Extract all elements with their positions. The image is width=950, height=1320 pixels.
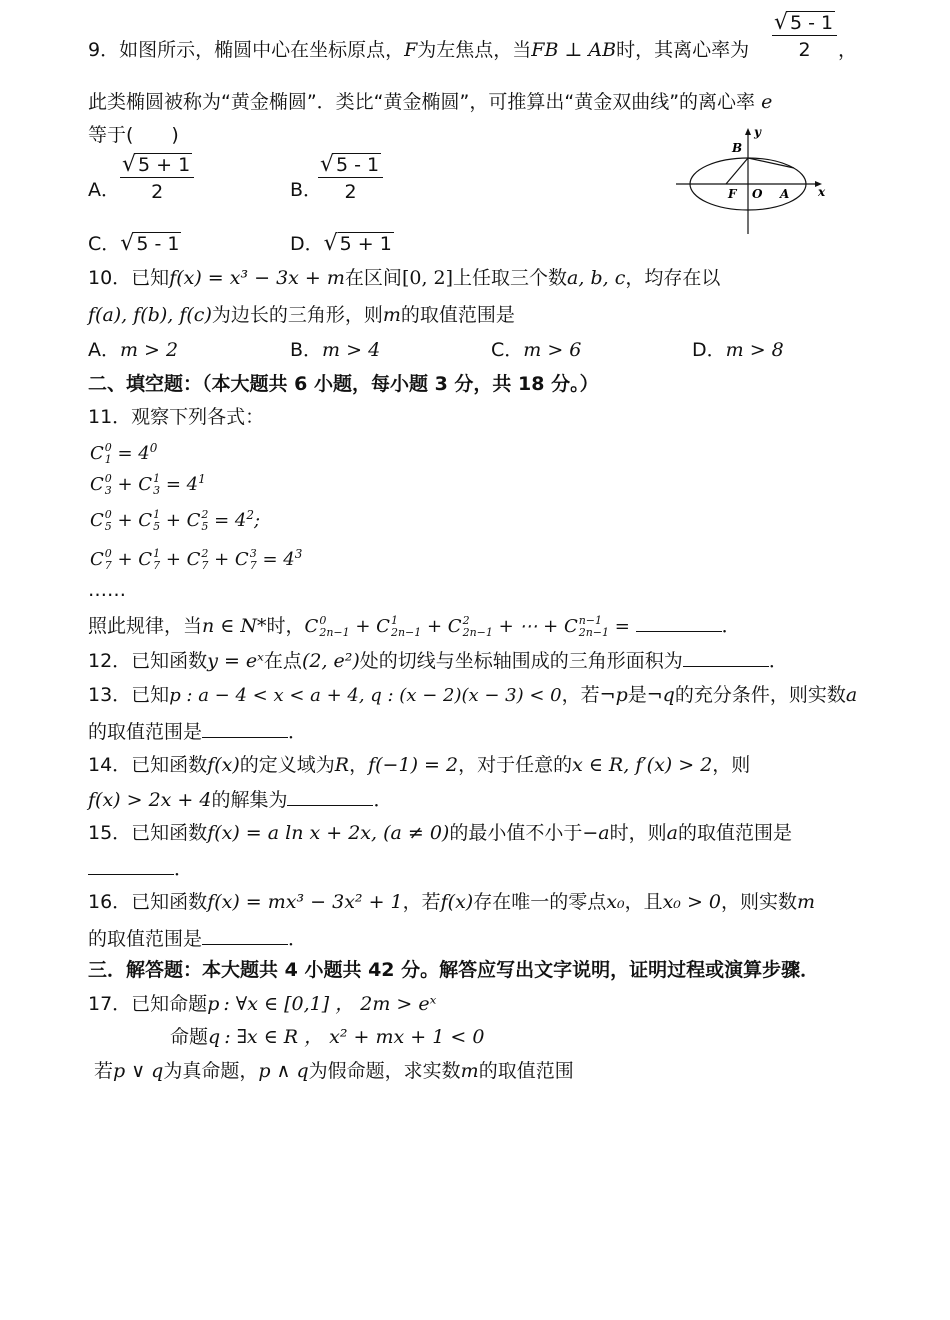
q13-line2 [88,719,307,744]
q15-text: ． [174,858,194,880]
option-label: A． [88,339,120,361]
q17-text: 17．已知命题 [88,993,208,1015]
q16-text: ，且 [624,891,663,913]
q11-intro: 11．观察下列各式： [88,406,265,428]
q9-eccentricity-fraction: $\frac{√ 5 - 1}{2}$ [772,10,837,61]
q17-text: 的取值范围 [478,1060,574,1082]
q13-text: ． [288,721,308,743]
q16-text: ，若 [402,891,441,913]
q14-text: ，对于任意的 [458,754,573,776]
q11-rule [88,613,741,639]
q15-text: 的取值范围是 [677,822,792,844]
q17-m: m [460,1060,479,1082]
q13-text: ，若 [561,684,600,706]
q12-answer-blank[interactable] [683,648,769,667]
y-axis-arrow [745,128,751,135]
q16-answer-blank[interactable] [202,926,288,945]
q15-line1 [88,821,792,845]
q17-text: 为假命题，求实数 [308,1060,461,1082]
q15-text: 时，则 [609,822,667,844]
q12-text: 12．已知函数 [88,650,208,672]
q14-f-minus-1: f(−1) = 2 [368,754,459,776]
label-b: B [732,141,743,155]
q9-option-d-value: 5 + 1 [339,233,392,255]
q16-function: f(x) = mx³ − 3x² + 1 [207,891,403,913]
q14-answer-blank[interactable] [287,787,373,806]
q15-function: f(x) = a ln x + 2x, (a ≠ 0) [207,822,450,844]
q13-answer-blank[interactable] [202,719,288,738]
q14-inequality: f(x) > 2x + 4 [88,789,212,811]
q9-condition: FB ⊥ AB [531,39,617,61]
q17-p-or-q: p ∨ q [113,1060,164,1082]
q17-q-body: : ∃x ∈ R ， x² + mx + 1 < 0 [224,1026,485,1048]
q16-text: ． [288,928,308,950]
option-label: B． [290,339,323,361]
q10-interval: [0, 2] [401,267,454,289]
q14-text: ，则 [712,754,751,776]
q16-fx: f(x) [440,891,474,913]
q17-text: 命题 [170,1026,209,1048]
q11-sum: C 0 2n−1 + C 1 2n−1 + C 2 2n−1 + ⋯ + C n−1 2n−1 = [304,614,636,639]
q16-x0: x₀ [606,891,625,913]
q13-text: 是 [627,684,647,706]
q14-line2 [88,787,393,812]
q9-option-d: D．√ 5 + 1 [290,231,392,256]
q11-text: 时， [266,615,305,637]
q12-text: ． [768,650,788,672]
q17-q: q [208,1026,221,1048]
q10-numbers: a, b, c [567,267,626,289]
ellipse-figure [672,124,832,236]
q9-text: 9．如图所示，椭圆中心在坐标原点， [88,39,405,61]
q12-function: y = eˣ [207,650,264,672]
q9-option-d-label: D． [290,233,324,255]
q10-m: m [382,304,401,326]
option-label: D． [692,339,726,361]
q15-text: 15．已知函数 [88,822,208,844]
q10-option-b [290,338,380,362]
q14-text: 14．已知函数 [88,754,208,776]
q9-line2 [88,90,772,114]
q12-line [88,648,788,673]
q10-text: ，均存在以 [625,267,721,289]
q9-option-b-num: 5 - 1 [336,154,380,176]
q10-line2 [88,303,515,327]
q11-text: 照此规律，当 [88,615,203,637]
q15-text: 的最小值不小于 [449,822,583,844]
q9-option-c: C．√ 5 - 1 [88,231,180,256]
q15-a: a [666,822,678,844]
q14-condition: x ∈ R, f′(x) > 2 [572,754,713,776]
label-y: y [754,125,761,139]
q14-text: ． [373,789,393,811]
q17-line2 [170,1025,484,1049]
option-value: m > 2 [120,339,179,361]
segment-fb [726,158,748,184]
q10-line1 [88,266,720,290]
q9-text: 时，其离心率为 [616,39,750,61]
q9-F: F [404,39,418,61]
q9-line1 [88,38,749,62]
q9-comma: ， [838,39,858,61]
q9-line3: 等于( ) [88,124,179,146]
q12-text: 在点 [263,650,302,672]
q9-option-b-den: 2 [344,181,357,203]
option-label: C． [491,339,524,361]
q9-option-a-den: 2 [151,181,164,203]
q12-text: 处的切线与坐标轴围成的三角形面积为 [359,650,683,672]
q10-text: 10．已知 [88,267,170,289]
q12-point: (2, e²) [301,650,360,672]
q11-text: ． [721,615,741,637]
q10-function: f(x) = x³ − 3x + m [169,267,345,289]
q9-option-c-value: 5 - 1 [136,233,180,255]
q14-text: 的定义域为 [239,754,335,776]
q17-text: 为真命题， [163,1060,259,1082]
q16-line1 [88,890,815,914]
q10-option-d [692,338,784,362]
q17-line1 [88,992,436,1016]
option-value: m > 4 [322,339,381,361]
q17-text: 若 [94,1060,114,1082]
q10-text: 上任取三个数 [453,267,568,289]
q11-condition: n ∈ N* [202,615,267,637]
q16-text: ，则实数 [721,891,798,913]
label-f: F [728,187,737,201]
q16-text: 存在唯一的零点 [473,891,607,913]
q16-m: m [797,891,816,913]
q9-text: 为左焦点，当 [417,39,532,61]
q10-option-a [88,338,178,362]
q9-option-a-label: A． [88,179,120,201]
q9-option-c-label: C． [88,233,121,255]
q9-ecc-numerator: 5 - 1 [790,12,834,34]
label-x: x [818,185,826,199]
q17-p: p [207,993,220,1015]
q13-text: 的充分条件，则实数 [674,684,846,706]
q13-not-p: ¬p [599,684,628,706]
q14-text: ， [349,754,369,776]
q9-text: 此类椭圆被称为“黄金椭圆”．类比“黄金椭圆”，可推算出“黄金双曲线”的离心率 [88,91,756,113]
q14-text: 的解集为 [211,789,288,811]
q13-text: 的取值范围是 [88,721,203,743]
q15-neg-a: −a [582,822,610,844]
q10-sides: f(a), f(b), f(c) [88,304,212,326]
q17-p-and-q: p ∧ q [258,1060,309,1082]
q16-text: 16．已知函数 [88,891,208,913]
q15-answer-blank[interactable] [88,856,174,875]
q11-eq2: C 0 3 + C 1 3 = $4^1$ [90,472,206,497]
q10-option-c [491,338,581,362]
q10-text: 为边长的三角形，则 [211,304,383,326]
option-value: m > 8 [725,339,784,361]
q15-line2 [88,856,193,881]
q17-p-body: : ∀x ∈ [0,1] ， 2m > eˣ [223,993,437,1015]
q9-option-b-value: $\frac{√ 5 - 1}{2}$ [318,152,383,203]
q14-line1 [88,753,750,777]
q14-R: R [334,754,350,776]
q11-answer-blank[interactable] [636,613,722,632]
q9-option-b-label: B． [290,179,323,201]
q11-eq1: C 0 1 = $4^0$ [90,441,158,466]
q10-text: 的取值范围是 [400,304,515,326]
q9-ecc-denominator: 2 [798,39,811,61]
section-2-heading: 二、填空题：（本大题共 6 小题，每小题 3 分，共 18 分。） [88,373,599,395]
q13-line1 [88,683,857,708]
q16-line2 [88,926,307,951]
q13-not-q: ¬q [646,684,675,706]
q17-line3 [94,1059,574,1083]
q9-option-a-value: $\frac{√ 5 + 1}{2}$ [120,152,194,203]
option-value: m > 6 [523,339,582,361]
q9-option-a-num: 5 + 1 [138,154,191,176]
q9-e: e [761,91,773,113]
q11-ellipsis: …… [88,579,126,601]
q13-text: 13．已知 [88,684,170,706]
q11-eq3: C 0 5 + C 1 5 + C 2 5 = $4^2$; [90,508,261,533]
q13-a: a [845,684,858,706]
q10-text: 在区间 [344,267,402,289]
q11-eq4: C 0 7 + C 1 7 + C 2 7 + C 3 7 = $4^3$ [90,547,303,572]
q16-x0-positive: x₀ > 0 [662,891,722,913]
q14-fx: f(x) [207,754,240,776]
label-o: O [752,187,763,201]
q16-text: 的取值范围是 [88,928,203,950]
label-a: A [780,187,790,201]
section-3-heading: 三．解答题：本大题共 4 小题共 42 分。解答应写出文字说明，证明过程或演算步骤． [88,959,820,981]
q13-condition: p : a − 4 < x < a + 4, q : (x − 2)(x − 3) < 0 [169,685,562,706]
